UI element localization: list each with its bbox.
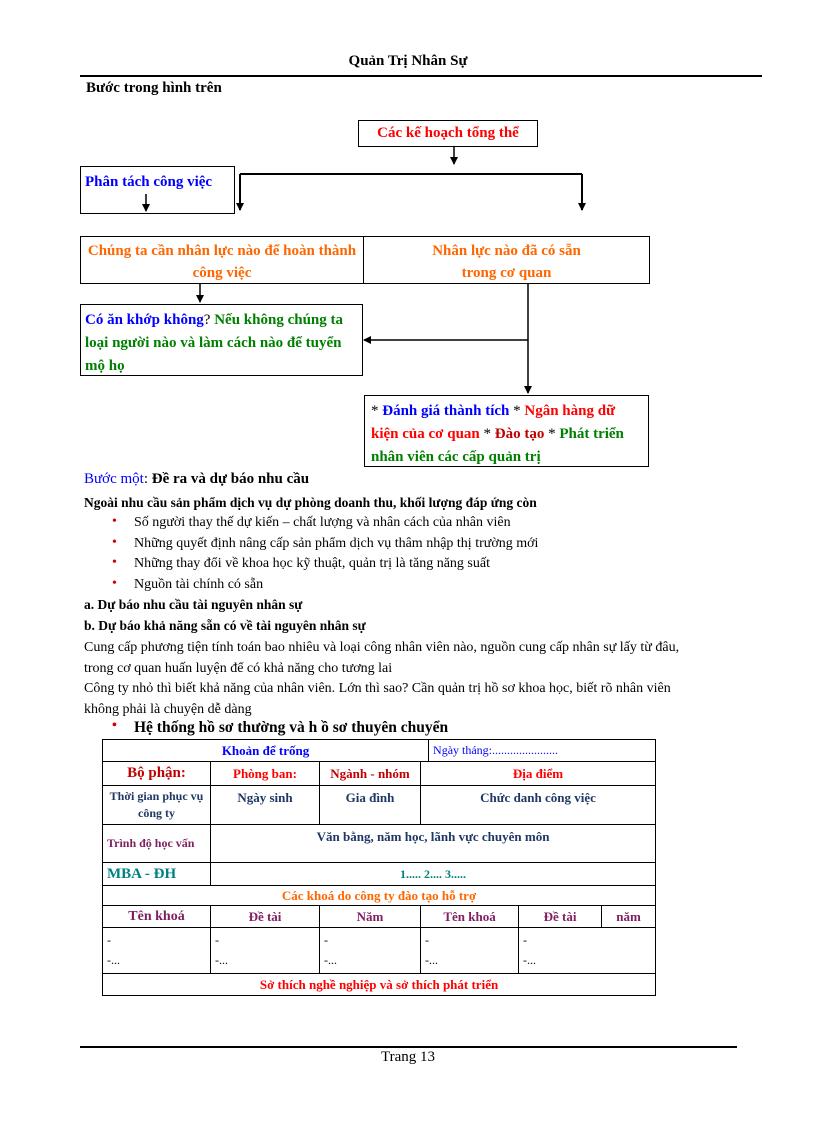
paragraph-1-line: Cung cấp phương tiện tính toán bao nhiêu và loại công nhân viên nào, nguồn cung cấp nhân sự lấy từ đâu, <box>84 640 680 655</box>
star: * <box>483 426 491 442</box>
course-header-2: Tên khoá <box>421 906 519 928</box>
job-analysis-text: Phân tách công việc <box>85 174 213 190</box>
entry-dash-dots: -... <box>107 953 120 967</box>
courses-cell: Các khoá do công ty đào tạo hỗ trợ <box>103 886 656 906</box>
entry-dash-dots: -... <box>523 953 537 967</box>
paragraph-2-line: Công ty nhỏ thì biết khả năng của nhân viên. Lớn thì sao? Cần quản trị hồ sơ khoa học, biết rõ nhân viên <box>84 681 671 696</box>
course2-entry-cell <box>421 928 519 974</box>
paragraph-1 <box>84 637 744 679</box>
intro-text: Bước trong hình trên <box>86 80 222 96</box>
branch-cell: Ngành - nhóm <box>320 762 421 786</box>
entry-dash: - <box>523 933 528 947</box>
match-box <box>80 304 363 376</box>
paragraph-1-line: trong cơ quan huấn luyện để có khả năng cho tương lai <box>84 661 393 676</box>
match-rest: Nếu không chúng ta loại người nào và làm cách nào để tuyển mộ họ <box>85 312 344 374</box>
entry-dash: - <box>107 933 111 947</box>
actions-box <box>364 395 649 467</box>
entry-dash: - <box>324 933 328 947</box>
birth-cell: Ngày sinh <box>211 786 320 825</box>
numbers-cell: 1..... 2.... 3..... <box>211 863 656 886</box>
overall-plan-box <box>358 120 538 147</box>
beyond-text: Ngoài nhu cầu sản phẩm dịch vụ dự phòng doanh thu, khối lượng đáp ứng còn <box>84 495 537 510</box>
entry-dash: - <box>425 933 429 947</box>
topic2-entry-cell <box>519 928 656 974</box>
step-one-label: Bước một <box>84 471 144 487</box>
available-box <box>363 236 650 284</box>
step-one-title: Đề ra và dự báo nhu cầu <box>151 471 310 487</box>
footer-rule <box>80 1046 737 1048</box>
mba-cell: MBA - ĐH <box>103 863 211 886</box>
entry-dash-dots: -... <box>425 953 438 967</box>
step-one-heading <box>84 471 309 488</box>
entry-dash-dots: -... <box>324 953 337 967</box>
section-b: b. Dự báo khả năng sẵn có về tài nguyên nhân sự <box>84 618 366 633</box>
topic-header-2: Đề tài <box>519 906 602 928</box>
job-title-cell: Chức danh công việc <box>421 786 656 825</box>
star: * <box>371 403 379 419</box>
place-cell: Địa điểm <box>421 762 656 786</box>
service-time-cell: Thời gian phục vụ công ty <box>103 786 211 825</box>
degrees-cell: Văn bằng, năm học, lãnh vực chuyên môn <box>211 825 656 863</box>
year-header-2: năm <box>602 906 656 928</box>
step-one-colon: : <box>143 471 148 487</box>
records-heading: • Hệ thống hồ sơ thường và h ồ sơ thuyên chuyển <box>134 719 448 737</box>
star: * <box>548 426 556 442</box>
overall-plan-text: Các kế hoạch tổng thể <box>377 125 519 141</box>
year-header: Năm <box>320 906 421 928</box>
education-cell: Trình độ học vấn <box>103 825 211 863</box>
entry-dash-dots: -... <box>215 953 228 967</box>
family-cell: Gia đình <box>320 786 421 825</box>
bullet-item: • Số người thay thế dự kiến – chất lượng và nhân cách của nhân viên <box>134 515 511 531</box>
entry-dash: - <box>215 933 219 947</box>
develop-text: Phát triển nhân viên các cấp quản trị <box>371 426 624 465</box>
eval-text: Đánh giá thành tích <box>382 403 510 419</box>
job-analysis-box <box>80 166 235 214</box>
topic-entry-cell <box>211 928 320 974</box>
bullet-item: • Những quyết định nâng cấp sản phẩm dịch vụ thâm nhập thị trường mới <box>134 536 538 552</box>
date-cell: Ngày tháng:...................... <box>429 740 656 762</box>
section-a: a. Dự báo nhu cầu tài nguyên nhân sự <box>84 597 303 612</box>
paragraph-2 <box>84 678 744 720</box>
match-question: Có ăn khớp không <box>85 312 204 328</box>
course-header: Tên khoá <box>103 906 211 928</box>
hobby-cell: Sở thích nghề nghiệp và sở thích phát triển <box>103 974 656 996</box>
paragraph-2-line: không phải là chuyện dễ dàng <box>84 702 252 717</box>
bullet-item: • Những thay đổi về khoa học kỹ thuật, quản trị là tăng năng suất <box>134 556 490 572</box>
match-question-mark: ? <box>203 312 211 328</box>
course-entry-cell <box>103 928 211 974</box>
page-header-title: Quản Trị Nhân Sự <box>348 53 468 69</box>
topic-header: Đề tài <box>211 906 320 928</box>
bullet-item: • Nguồn tài chính có sẵn <box>134 577 263 593</box>
records-form-table <box>102 739 656 996</box>
need-text: Chúng ta cần nhân lực nào để hoàn thành công việc <box>87 243 357 281</box>
dept-cell: Bộ phận: <box>103 762 211 786</box>
star: * <box>513 403 521 419</box>
need-box <box>80 236 364 284</box>
office-cell: Phòng ban: <box>211 762 320 786</box>
blank-section-cell: Khoản để trống <box>103 740 429 762</box>
page-number: Trang 13 <box>380 1049 436 1065</box>
bank-text: Ngân hàng dữ kiện của cơ quan <box>371 403 616 442</box>
available-text: Nhân lực nào đã có sẵn trong cơ quan <box>432 243 581 281</box>
train-text: Đào tạo <box>494 426 545 442</box>
year-entry-cell <box>320 928 421 974</box>
